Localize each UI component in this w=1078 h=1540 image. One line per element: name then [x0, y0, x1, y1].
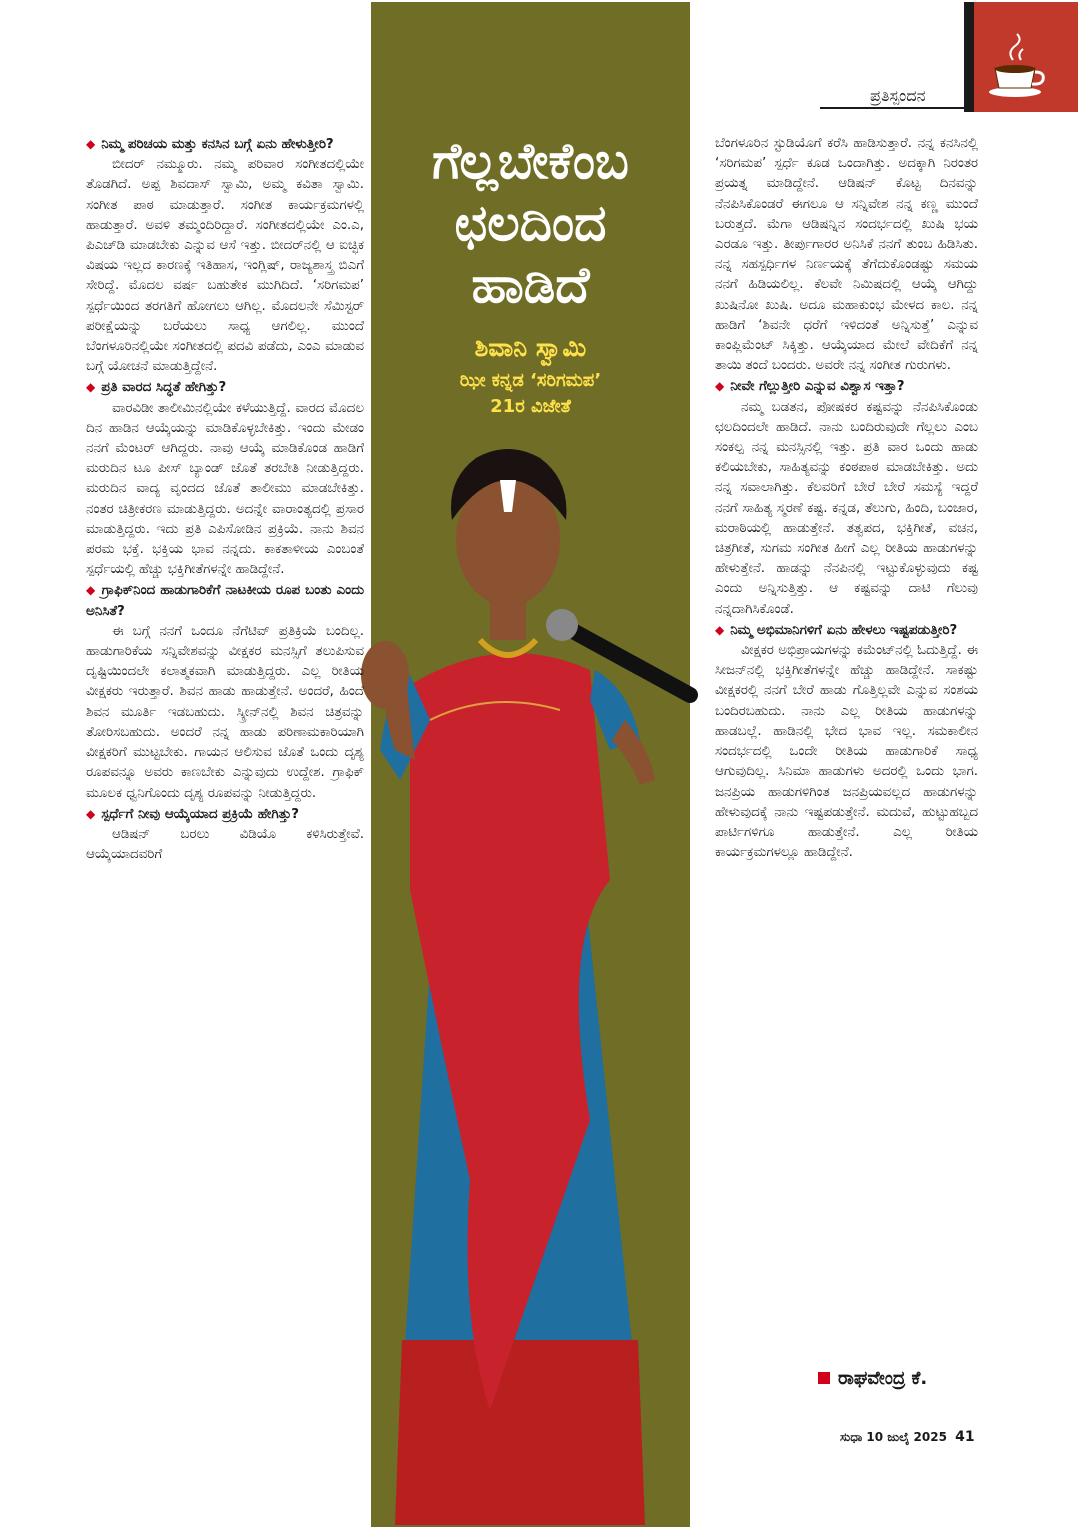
headline-line1: ಗೆಲ್ಲಬೇಕೆಂಬ: [432, 132, 629, 190]
diamond-bullet-icon: ◆: [715, 379, 725, 394]
page-footer: [840, 1429, 975, 1445]
answer: ಈ ಬಗ್ಗೆ ನನಗೆ ಒಂದೂ ನೆಗೆಟಿವ್ ಪ್ರತಿಕ್ರಿಯೆ ಬಂದಿಲ್ಲ. ಹಾಡುಗಾರಿಕೆಯ ಸನ್ನಿವೇಶವನ್ನು ವೀಕ್ಷಕರ ಮನಸ್ಸಿಗೆ ತಲುಪಿಸುವ ದೃಷ್ಟಿಯಿಂದಲೇ ಕಲಾತ್ಮಕವಾಗಿ ಮಾಡುತ್ತಿದ್ದರು. ಎಲ್ಲ ರೀತಿಯ ವೀಕ್ಷಕರು ಇರುತ್ತಾರೆ. ಶಿವನ ಹಾಡು ಹಾಡುತ್ತೇನೆ. ಅಂದರೆ, ಹಿಂದೆ ಶಿವನ ಮೂರ್ತಿ ಇಡಬಹುದು. ಸ್ಕ್ರೀನ್‌ನಲ್ಲಿ ಶಿವನ ಚಿತ್ರವನ್ನು ತೋರಿಸಬಹುದು. ಅಂದರೆ ನನ್ನ ಹಾಡು ಪರಿಣಾಮಕಾರಿಯಾಗಿ ವೀಕ್ಷಕರಿಗೆ ಮುಟ್ಟಬೇಕು. ಗಾಯನ ಆಲಿಸುವ ಜೊತೆ ಒಂದು ದೃಶ್ಯ ರೂಪವನ್ನೂ ಅವರು ಕಾಣಬೇಕು ಎನ್ನುವುದು ಉದ್ದೇಶ. ಗ್ರಾಫಿಕ್ ಮೂಲಕ ಧ್ವನಿಗೊಂದು ದೃಶ್ಯ ರೂಪವನ್ನು ನೀಡುತ್ತಿದ್ದರು.: [86, 623, 364, 801]
answer: ವಾರವಿಡೀ ತಾಲೀಮಿನಲ್ಲಿಯೇ ಕಳೆಯುತ್ತಿದ್ದೆ. ವಾರದ ಮೊದಲ ದಿನ ಹಾಡಿನ ಆಯ್ಕೆಯನ್ನು ಮಾಡಿಕೊಳ್ಳಬೇಕಿತ್ತು. ಇಂದು ಮೇಡಂ ನನಗೆ ಮೆಂಟರ್ ಆಗಿದ್ದರು. ನಾವು ಆಯ್ಕೆ ಮಾಡಿಕೊಂಡ ಹಾಡಿಗೆ ಮರುದಿನ ಟೂ ಪೀಸ್ ಬ್ಯಾಂಡ್ ಜೊತೆ ತರಬೇತಿ ನೀಡುತ್ತಿದ್ದರು. ಮರುದಿನ ವಾದ್ಯ ವೃಂದದ ಜೊತೆ ತಾಲೀಮು ಮಾಡಬೇಕಿತ್ತು. ನಂತರ ಚಿತ್ರೀಕರಣ ಮಾಡುತ್ತಿದ್ದರು. ಅದನ್ನೇ ವಾರಾಂತ್ಯದಲ್ಲಿ ಪ್ರಸಾರ ಮಾಡುತ್ತಿದ್ದರು. ಇದು ಪ್ರತಿ ಎಪಿಸೋಡಿನ ಪ್ರಕ್ರಿಯೆ. ನಾನು ಶಿವನ ಪರಮ ಭಕ್ತೆ. ಭಕ್ತಿಯ ಭಾವ ನನ್ನದು. ಕಾಕತಾಳೀಯ ಎಂಬಂತೆ ಸ್ಪರ್ಧೆಯಲ್ಲಿ ಹೆಚ್ಚು ಭಕ್ತಿಗೀತೆಗಳನ್ನೇ ಹಾಡಿದ್ದೇನೆ.: [86, 400, 364, 578]
magazine-date: ಸುಧಾ 10 ಜುಲೈ 2025: [840, 1430, 947, 1444]
square-bullet-icon: [818, 1372, 830, 1384]
subtitle-line2: 21ರ ವಿಜೇತೆ: [490, 396, 571, 417]
headline-line3: ಹಾಡಿದೆ: [471, 256, 590, 314]
question: ◆ ಪ್ರತಿ ವಾರದ ಸಿದ್ಧತೆ ಹೇಗಿತ್ತು?: [86, 380, 227, 396]
header-rule: [820, 107, 964, 109]
diamond-bullet-icon: ◆: [86, 137, 96, 151]
left-column: [86, 134, 364, 865]
answer: ಆಡಿಷನ್ ಬರಲು ವಿಡಿಯೊ ಕಳಿಸಿರುತ್ತೇವೆ. ಆಯ್ಕೆಯಾದವರಿಗೆ: [86, 826, 364, 863]
subtitle: [371, 368, 690, 420]
question: ◆ ನಿಮ್ಮ ಪರಿಚಯ ಮತ್ತು ಕನಸಿನ ಬಗ್ಗೆ ಏನು ಹೇಳುತ್ತೀರಿ?: [86, 137, 334, 152]
interviewee-name: ಶಿವಾನಿ ಸ್ವಾಮಿ: [474, 333, 587, 362]
page-number: 41: [955, 1429, 975, 1445]
headline: [371, 130, 690, 316]
diamond-bullet-icon: ◆: [86, 380, 96, 395]
headline-line2: ಛಲದಿಂದ: [454, 194, 607, 252]
diamond-bullet-icon: ◆: [86, 806, 96, 821]
section-label: ಪ್ರತಿಸ್ಪಂದನ: [870, 86, 926, 105]
question: ◆ ಗ್ರಾಫಿಕ್‌ನಿಂದ ಹಾಡುಗಾರಿಕೆಗೆ ನಾಟಕೀಯ ರೂಪ ಬಂತು ಎಂದು ಅನಿಸಿತೆ?: [86, 583, 364, 619]
question: ◆ ನೀವೇ ಗೆಲ್ಲುತ್ತೀರಿ ಎನ್ನುವ ವಿಶ್ವಾಸ ಇತ್ತಾ?: [715, 379, 905, 395]
diamond-bullet-icon: ◆: [86, 583, 96, 598]
singer-photo: [340, 420, 720, 1540]
subtitle-line1: ಝೀ ಕನ್ನಡ ‘ಸರಿಗಮಪ’: [459, 370, 602, 391]
question: ◆ ಸ್ಪರ್ಧೆಗೆ ನೀವು ಆಯ್ಕೆಯಾದ ಪ್ರಕ್ರಿಯೆ ಹೇಗಿತ್ತು?: [86, 806, 299, 822]
coffee-cup-icon: [985, 30, 1055, 100]
answer: ಬೀದರ್ ನಮ್ಮೂರು. ನಮ್ಮ ಪರಿವಾರ ಸಂಗೀತದಲ್ಲಿಯೇ ತೊಡಗಿದೆ. ಅಪ್ಪ ಶಿವದಾಸ್ ಸ್ವಾಮಿ, ಅಮ್ಮ ಕವಿತಾ ಸ್ವಾಮಿ. ಸಂಗೀತ ಪಾಠ ಮಾಡುತ್ತಾರೆ. ಸಂಗೀತ ಕಾರ್ಯಕ್ರಮಗಳಲ್ಲಿ ಹಾಡುತ್ತಾರೆ. ಅವಳಿ ತಮ್ಮಂದಿರಿದ್ದಾರೆ. ಸಂಗೀತದಲ್ಲಿಯೇ ಎಂ.ಎ, ಪಿಎಚ್‌ಡಿ ಮಾಡಬೇಕು ಎನ್ನುವ ಆಸೆ ಇತ್ತು. ಬೀದರ್‌ನಲ್ಲಿ ಆ ಐಚ್ಛಿಕ ವಿಷಯ ಇಲ್ಲದ ಕಾರಣಕ್ಕೆ ಇತಿಹಾಸ, ಇಂಗ್ಲಿಷ್, ರಾಜ್ಯಶಾಸ್ತ್ರ ಬಿಎಗೆ ಸೇರಿದ್ದೆ. ಮೊದಲ ವರ್ಷ ಬಹುತೇಕ ಮುಗಿದಿದೆ. ‘ಸರಿಗಮಪ’ ಸ್ಪರ್ಧೆಯಿಂದ ತರಗತಿಗೆ ಹೋಗಲು ಆಗಿಲ್ಲ. ಮೊದಲನೇ ಸೆಮಿಸ್ಟರ್ ಪರೀಕ್ಷೆಯನ್ನು ಬರೆಯಲು ಸಾಧ್ಯ ಆಗಲಿಲ್ಲ. ಮುಂದೆ ಬೆಂಗಳೂರಿನಲ್ಲಿಯೇ ಸಂಗೀತದಲ್ಲಿ ಪದವಿ ಪಡೆದು, ಎಂಎ ಮಾಡುವ ಬಗ್ಗೆ ಯೋಚನೆ ಮಾಡುತ್ತಿದ್ದೇನೆ.: [86, 157, 364, 375]
question: ◆ ನಿಮ್ಮ ಅಭಿಮಾನಿಗಳಿಗೆ ಏನು ಹೇಳಲು ಇಷ್ಟಪಡುತ್ತೀರಿ?: [715, 622, 958, 638]
right-column: [715, 134, 978, 863]
diamond-bullet-icon: ◆: [715, 622, 725, 637]
logo-stripe: [964, 2, 974, 112]
answer: ಬೆಂಗಳೂರಿನ ಸ್ಟುಡಿಯೊಗೆ ಕರೆಸಿ ಹಾಡಿಸುತ್ತಾರೆ. ನನ್ನ ಕನಸಿನಲ್ಲಿ ‘ಸರಿಗಮಪ’ ಸ್ಪರ್ಧೆ ಕೂಡ ಒಂದಾಗಿತ್ತು. ಅದಕ್ಕಾಗಿ ನಿರಂತರ ಪ್ರಯತ್ನ ಮಾಡಿದ್ದೇನೆ. ಆಡಿಷನ್ ಕೊಟ್ಟ ದಿನವನ್ನು ನೆನಪಿಸಿಕೊಂಡರೆ ಈಗಲೂ ಆ ಸನ್ನಿವೇಶ ನನ್ನ ಕಣ್ಣ ಮುಂದೆ ಬರುತ್ತದೆ. ಮೆಗಾ ಆಡಿಷನ್ನಿನ ಸಂದರ್ಭದಲ್ಲಿ ಖುಷಿ ಭಯ ಎರಡೂ ಇತ್ತು. ತೀರ್ಪುಗಾರರ ಅನಿಸಿಕೆ ನನಗೆ ತುಂಬ ಹಿಡಿಸಿತು. ನನ್ನ ಸಹಸ್ಪರ್ಧಿಗಳ ನಿರ್ಣಯಕ್ಕೆ ತೆಗೆದುಕೊಂಡಷ್ಟು ಸಮಯ ನನಗೆ ಹಿಡಿಯಲಿಲ್ಲ. ಕೆಲವೇ ನಿಮಿಷದಲ್ಲಿ ಆಯ್ಕೆ ಆಗಿದ್ದು ಖುಷಿನೋ ಖುಷಿ. ಅದೂ ಮಹಾಕುಂಭ ಮೇಳದ ಕಾಲ. ನನ್ನ ಹಾಡಿಗೆ ‘ಶಿವನೇ ಧರೆಗೆ ಇಳಿದಂತೆ ಅನ್ನಿಸುತ್ತೆ’ ಎನ್ನುವ ಕಾಂಪ್ಲಿಮೆಂಟ್ ಸಿಕ್ಕಿತ್ತು. ಆಯ್ಕೆಯಾದ ಮೇಲೆ ವೇದಿಕೆಗೆ ನನ್ನ ತಾಯಿ ತಂದೆ ಬಂದರು. ಅವರೇ ನನ್ನ ಸಂಗೀತ ಗುರುಗಳು.: [715, 136, 978, 374]
answer: ನಮ್ಮ ಬಡತನ, ಪೋಷಕರ ಕಷ್ಟವನ್ನು ನೆನಪಿಸಿಕೊಂಡು ಛಲದಿಂದಲೇ ಹಾಡಿದೆ. ನಾನು ಬಂದಿರುವುದೇ ಗೆಲ್ಲಲು ಎಂಬ ಸಂಕಲ್ಪ ನನ್ನ ಮನಸ್ಸಿನಲ್ಲಿ ಇತ್ತು. ಪ್ರತಿ ವಾರ ಒಂದು ಹಾಡು ಕಲಿಯಬೇಕು, ಸಾಹಿತ್ಯವನ್ನು ಕಂಠಪಾಠ ಮಾಡಬೇಕಿತ್ತು. ಅದು ನನ್ನ ಸವಾಲಾಗಿತ್ತು. ಕೆಲವರಿಗೆ ಬೇರೆ ಬೇರೆ ಸಮಸ್ಯೆ ಇದ್ದರೆ ನನಗೆ ಸಾಹಿತ್ಯ ಸ್ಮರಣೆ ಕಷ್ಟ. ಕನ್ನಡ, ತೆಲುಗು, ಹಿಂದಿ, ಬಂಜಾರ, ಮರಾಠಿಯಲ್ಲಿ ಹಾಡುತ್ತೇನೆ. ತತ್ವಪದ, ಭಕ್ತಿಗೀತೆ, ವಚನ, ಚಿತ್ರಗೀತೆ, ಸುಗಮ ಸಂಗೀತ ಹೀಗೆ ಎಲ್ಲ ರೀತಿಯ ಹಾಡುಗಳನ್ನು ಹೇಳುತ್ತೇನೆ. ಹಾಡನ್ನು ನೆನಪಿನಲ್ಲಿ ಇಟ್ಟುಕೊಳ್ಳುವುದು ಕಷ್ಟ ಎಂದು ಅನ್ನಿಸುತ್ತಿತ್ತು. ಆ ಕಷ್ಟವನ್ನು ದಾಟಿ ಗೆಲುವು ನನ್ನದಾಗಿಸಿಕೊಂಡೆ.: [715, 399, 978, 617]
skirt-border: [395, 1340, 645, 1525]
answer: ವೀಕ್ಷಕರ ಅಭಿಪ್ರಾಯಗಳನ್ನು ಕಮೆಂಟ್‌ನಲ್ಲಿ ಓದುತ್ತಿದ್ದೆ. ಈ ಸೀಜನ್‌ನಲ್ಲಿ ಭಕ್ತಿಗೀತೆಗಳನ್ನೇ ಹೆಚ್ಚು ಹಾಡಿದ್ದೇನೆ. ಸಾಕಷ್ಟು ವೀಕ್ಷಕರಲ್ಲಿ ನನಗೆ ಬೇರೆ ಹಾಡು ಗೊತ್ತಿಲ್ಲವೇ ಎನ್ನುವ ಸಂಶಯ ಬಂದಿರಬಹುದು. ನಾನು ಎಲ್ಲ ರೀತಿಯ ಹಾಡುಗಳನ್ನು ಹಾಡಬಲ್ಲೆ. ಹಾಡಿನಲ್ಲಿ ಭೇದ ಭಾವ ಇಲ್ಲ. ಸಮಕಾಲೀನ ಸಂದರ್ಭದಲ್ಲಿ ಒಂದೇ ರೀತಿಯ ಹಾಡುಗಾರಿಕೆ ಸಾಧ್ಯ ಆಗುವುದಿಲ್ಲ. ಸಿನಿಮಾ ಹಾಡುಗಳು ಅದರಲ್ಲಿ ಒಂದು ಭಾಗ. ಜನಪ್ರಿಯ ಹಾಡುಗಳಿಗಿಂತ ಜನಪ್ರಿಯವಲ್ಲದ ಹಾಡುಗಳನ್ನು ಹೇಳುವುದಕ್ಕೆ ನಾನು ಇಷ್ಟಪಡುತ್ತೇನೆ. ಮದುವೆ, ಹುಟ್ಟುಹಬ್ಬದ ಪಾರ್ಟಿಗಳಿಗೂ ಹಾಡುತ್ತೇನೆ. ಎಲ್ಲ ರೀತಿಯ ಕಾರ್ಯಕ್ರಮಗಳಲ್ಲೂ ಹಾಡಿದ್ದೇನೆ.: [715, 643, 978, 861]
byline: ರಾಘವೇಂದ್ರ ಕೆ.: [818, 1368, 927, 1389]
